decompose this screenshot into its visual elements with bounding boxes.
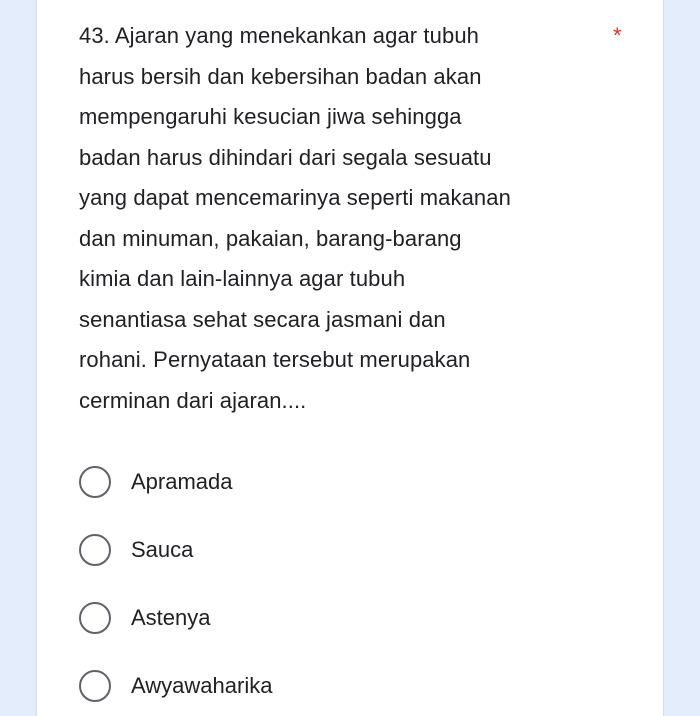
question-text (79, 16, 619, 421)
required-asterisk: * (613, 23, 622, 48)
option-label: Astenya (131, 605, 211, 630)
option-label: Sauca (131, 537, 194, 562)
question-line: yang dapat mencemarinya seperti makanan (79, 185, 511, 210)
option-sauca[interactable] (79, 516, 639, 584)
question-line: harus bersih dan kebersihan badan akan (79, 63, 482, 89)
option-apramada[interactable] (79, 448, 639, 516)
question-line: 43. Ajaran yang menekankan agar tubuh (79, 23, 479, 48)
option-astenya[interactable] (79, 584, 639, 652)
radio-button-icon[interactable] (79, 670, 111, 702)
option-awyawaharika[interactable] (79, 652, 639, 716)
question-line: rohani. Pernyataan tersebut merupakan (79, 347, 471, 372)
answer-options (79, 448, 639, 716)
radio-button-icon[interactable] (79, 534, 111, 566)
radio-button-icon[interactable] (79, 466, 111, 498)
question-line: mempengaruhi kesucian jiwa sehingga (79, 104, 462, 129)
question-line: cerminan dari ajaran.... (79, 387, 307, 413)
question-card (36, 0, 664, 716)
question-line: dan minuman, pakaian, barang-barang (79, 225, 462, 251)
question-line: badan harus dihindari dari segala sesuatu (79, 144, 492, 170)
option-label: Awyawaharika (131, 673, 273, 698)
radio-button-icon[interactable] (79, 602, 111, 634)
question-line: kimia dan lain-lainnya agar tubuh (79, 266, 406, 291)
option-label: Apramada (131, 469, 233, 494)
question-line: senantiasa sehat secara jasmani dan (79, 306, 446, 332)
